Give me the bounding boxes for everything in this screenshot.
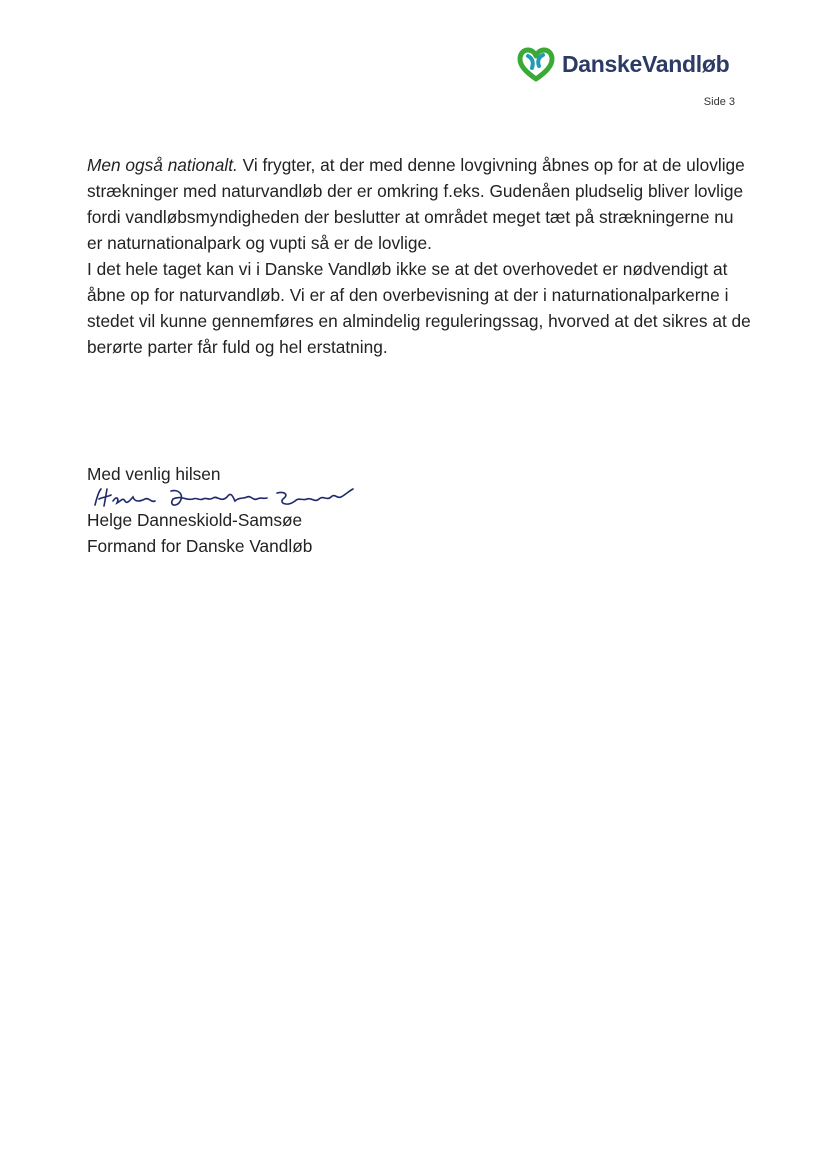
page-number: Side 3 <box>703 96 735 108</box>
logo-mark-icon <box>516 46 556 82</box>
closing-block <box>87 461 359 559</box>
paragraph-1-italic: Men også nationalt. <box>87 155 238 175</box>
paragraph-2: I det hele taget kan vi i Danske Vandløb ikke se at det overhovedet er nødvendigt at åbne op for naturvandløb. Vi er af den overbevisning at der i naturnationalparkerne i stedet vil kunne gennemføres en almindelig reguleringssag, hvorved at det sikres at de berørte parter får fuld og hel erstatning. <box>87 259 751 357</box>
logo-text: DanskeVandløb <box>562 50 730 77</box>
paragraph-1-text: Vi frygter, at der med denne lovgivning åbnes op for at de ulovlige strækninger med naturvandløb der er omkring f.eks. Gudenåen pludselig bliver lovlige fordi vandløbsmyndigheden der beslutter at området meget tæt på strækningerne nu er naturnationalpark og vupti så er de lovlige. <box>87 155 745 253</box>
signer-title: Formand for Danske Vandløb <box>87 536 313 556</box>
greeting: Med venlig hilsen <box>87 464 221 484</box>
letter-body <box>87 152 752 360</box>
danske-vandlob-logo <box>516 46 729 82</box>
signer-name: Helge Danneskiold-Samsøe <box>87 510 303 530</box>
paragraph-1 <box>87 152 752 256</box>
